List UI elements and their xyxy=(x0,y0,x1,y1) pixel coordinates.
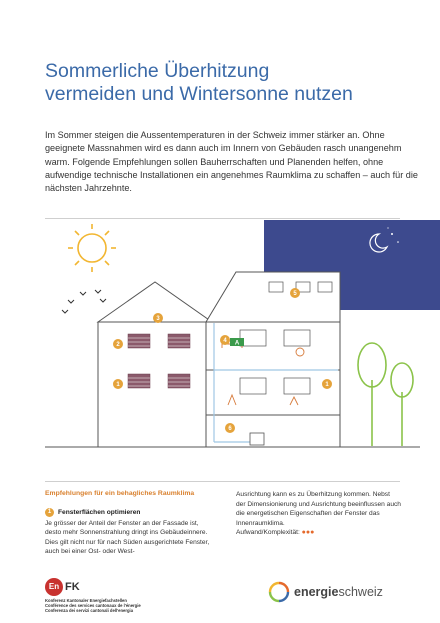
marker-5 xyxy=(290,288,300,298)
recommendation-1-title: Fensterflächen optimieren xyxy=(58,509,141,516)
page-title xyxy=(45,60,425,106)
energy-label xyxy=(230,338,244,347)
enfk-circle: En xyxy=(45,578,63,596)
recommendation-1-number: 1 xyxy=(45,508,54,517)
enfk-letters: FK xyxy=(65,581,80,593)
sun-icon xyxy=(68,224,116,272)
energieschweiz-swirl-icon xyxy=(268,581,290,603)
house-illustration xyxy=(0,220,440,482)
marker-4 xyxy=(220,335,230,345)
marker-6 xyxy=(225,423,235,433)
marker-3 xyxy=(153,313,163,323)
enfk-logo xyxy=(45,578,195,613)
enfk-line-1: Konferenz Kantonaler Energiefachstellen xyxy=(45,598,127,603)
title-line-2: vermeiden und Wintersonne nutzen xyxy=(45,83,353,105)
column-2 xyxy=(236,490,401,538)
left-house xyxy=(98,282,212,447)
top-divider xyxy=(45,218,400,219)
marker-1-right xyxy=(322,379,332,389)
section-heading: Empfehlungen für ein behagliches Raumklima xyxy=(45,490,195,497)
recommendation-1 xyxy=(45,508,215,557)
trees xyxy=(358,343,413,446)
marker-1-left xyxy=(113,379,123,389)
energieschweiz-logo xyxy=(268,581,383,603)
complexity-row xyxy=(236,528,401,538)
right-house xyxy=(206,272,340,447)
column-2-text: Ausrichtung kann es zu Überhitzung kommen. Nebst der Dimensionierung und Ausrichtung beeinflussen auch die energetischen Eigenschaften der Fenster das Innenraumklima. xyxy=(236,491,401,527)
svg-text:4: 4 xyxy=(223,338,227,344)
enfk-line-3: Conferenza dei servizi cantonali dell'energia xyxy=(45,608,134,613)
enfk-line-2: Conférence des services cantonaux de l'énergie xyxy=(45,603,141,608)
svg-text:5: 5 xyxy=(293,291,297,297)
roof-windows xyxy=(269,282,332,292)
birds-icon xyxy=(62,290,106,313)
bottom-divider xyxy=(45,481,400,482)
svg-text:2: 2 xyxy=(116,342,120,348)
title-line-1: Sommerliche Überhitzung xyxy=(45,60,270,82)
svg-text:6: 6 xyxy=(228,426,232,432)
svg-text:3: 3 xyxy=(156,316,160,322)
recommendation-1-text: Je grösser der Anteil der Fenster an der Fassade ist, desto mehr Sonnenstrahlung dringt ins Gebäudeinnere. Dies gilt nicht nur für nach Süden ausgerichtete Fenster, auch bei einer Ost- oder West- xyxy=(45,519,210,556)
recommendation-1-heading xyxy=(45,508,215,518)
intro-paragraph: Im Sommer steigen die Aussentemperaturen in der Schweiz immer stärker an. Ohne geeignete Massnahmen wird es dann auch im Innern von Gebäuden rasch unangenehm warm. Folgende Empfehlungen sollen Bauherrschaften und Planenden helfen, ohne aufwendige technische Installationen ein angenehmes Raumklima zu schaffen – auch für die nächsten Jahrzehnte. xyxy=(45,130,418,194)
energieschweiz-wordmark: energieschweiz xyxy=(294,585,383,599)
energy-label-text: A xyxy=(234,340,240,347)
complexity-dots: ●●● xyxy=(301,529,315,537)
complexity-label: Aufwand/Komplexität: xyxy=(236,529,300,537)
marker-2 xyxy=(113,339,123,349)
heating-unit xyxy=(250,433,264,445)
svg-text:1: 1 xyxy=(325,382,329,388)
svg-text:1: 1 xyxy=(116,382,120,388)
